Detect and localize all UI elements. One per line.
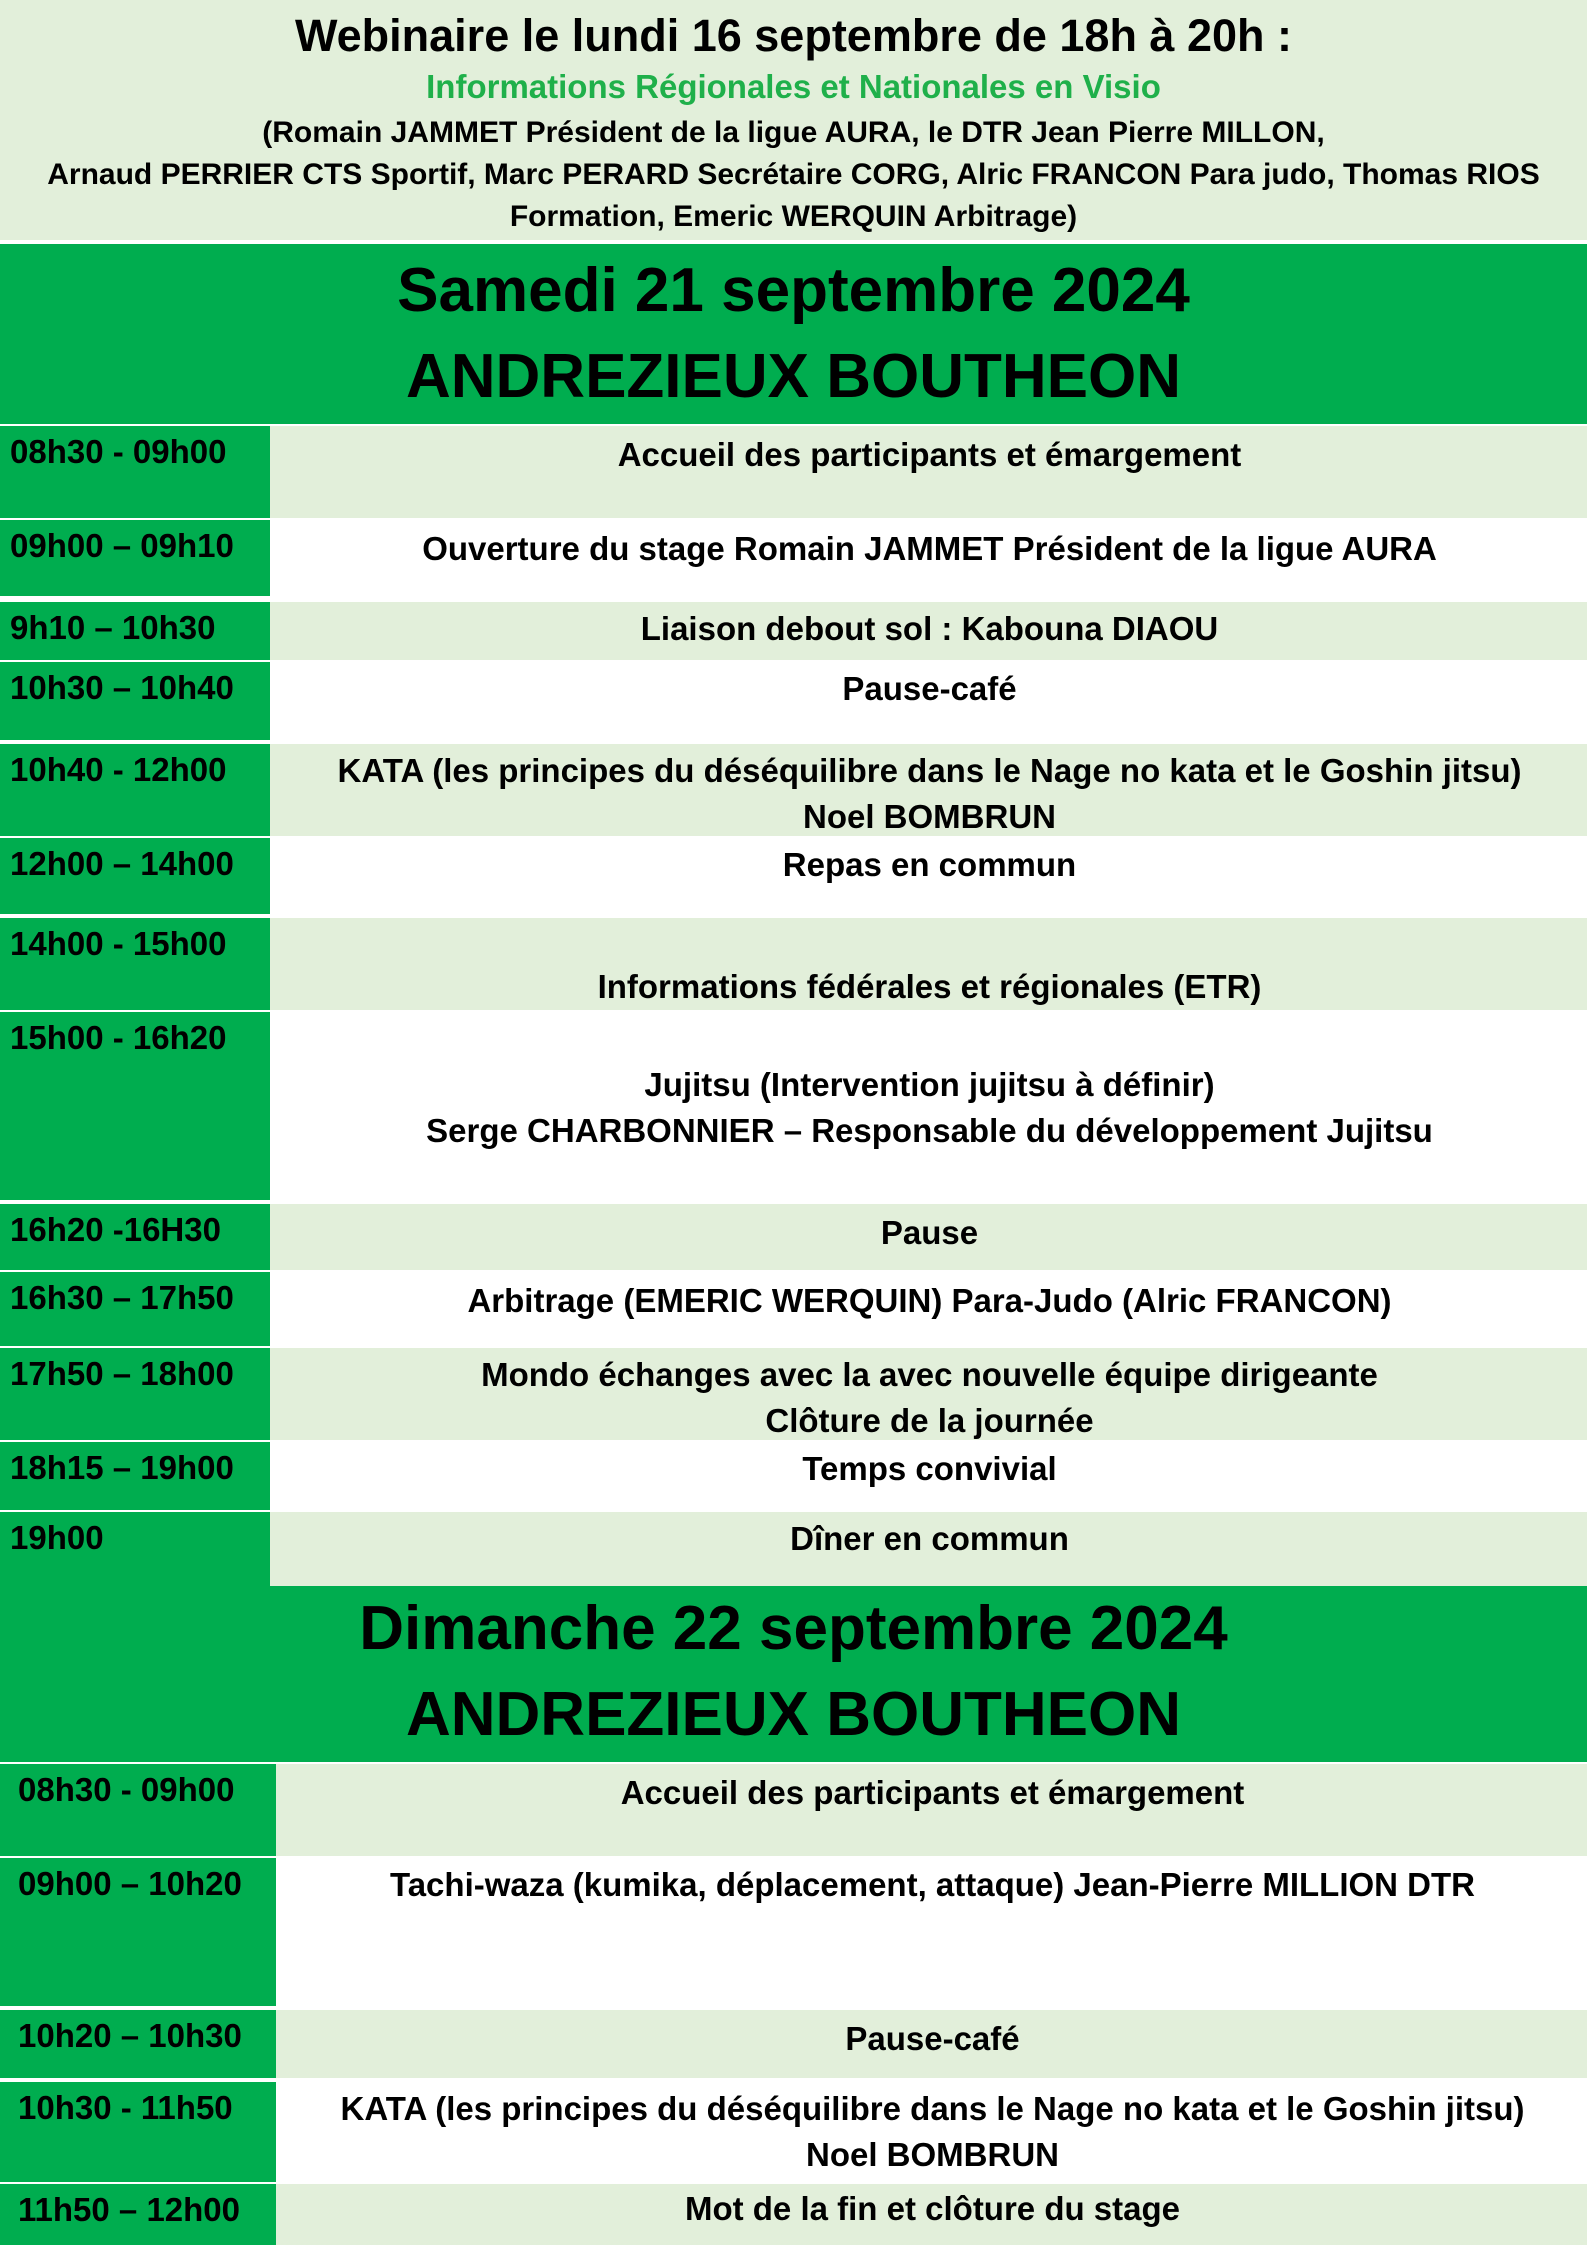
webinar-subtitle: Informations Régionales et Nationales en Visio xyxy=(426,68,1161,105)
schedule-row xyxy=(0,662,1587,740)
schedule-row xyxy=(0,1764,1587,1856)
schedule-row xyxy=(0,1012,1587,1200)
row-line: Informations fédérales et régionales (ETR) xyxy=(597,968,1262,1005)
row-time: 15h00 - 16h20 xyxy=(0,1012,270,1200)
row-line: Arbitrage (EMERIC WERQUIN) Para-Judo (Alric FRANCON) xyxy=(467,1282,1392,1319)
row-line: Accueil des participants et émargement xyxy=(620,1774,1245,1811)
row-line: KATA (les principes du déséquilibre dans le Nage no kata et le Goshin jitsu) xyxy=(337,752,1522,789)
schedule-row xyxy=(0,602,1587,660)
row-line: Noel BOMBRUN xyxy=(803,798,1056,835)
day-header-saturday xyxy=(0,244,1587,424)
schedule-row xyxy=(0,2184,1587,2245)
row-description xyxy=(272,520,1587,596)
row-time: 16h20 -16H30 xyxy=(0,1204,270,1270)
row-description xyxy=(272,426,1587,518)
row-time: 18h15 – 19h00 xyxy=(0,1442,270,1510)
row-description xyxy=(278,2184,1587,2245)
row-time: 08h30 - 09h00 xyxy=(0,1764,276,1856)
day-header-sunday xyxy=(0,1586,1587,1762)
row-description xyxy=(272,1012,1587,1200)
row-line: Pause-café xyxy=(842,670,1017,707)
row-description xyxy=(272,1348,1587,1440)
row-description xyxy=(272,602,1587,660)
row-line: Pause-café xyxy=(845,2020,1020,2057)
row-time: 08h30 - 09h00 xyxy=(0,426,270,518)
schedule-row xyxy=(0,1272,1587,1346)
schedule-row xyxy=(0,744,1587,836)
schedule-row xyxy=(0,1858,1587,2006)
webinar-banner xyxy=(0,0,1587,240)
row-line: Mondo échanges avec la avec nouvelle équipe dirigeante xyxy=(481,1356,1378,1393)
webinar-speakers-line: Arnaud PERRIER CTS Sportif, Marc PERARD Secrétaire CORG, Alric FRANCON Para judo, Thomas RIOS xyxy=(47,158,1540,191)
day-date: Samedi 21 septembre 2024 xyxy=(397,256,1190,325)
webinar-speakers-line: Formation, Emeric WERQUIN Arbitrage) xyxy=(509,200,1078,233)
schedule-row xyxy=(0,918,1587,1010)
row-description xyxy=(272,744,1587,836)
row-description xyxy=(278,2082,1587,2182)
row-time: 10h20 – 10h30 xyxy=(0,2010,276,2078)
row-description xyxy=(272,838,1587,914)
webinar-speakers xyxy=(40,112,1547,238)
row-line: Pause xyxy=(880,1214,979,1251)
row-line: KATA (les principes du déséquilibre dans le Nage no kata et le Goshin jitsu) xyxy=(340,2090,1525,2127)
row-time: 11h50 – 12h00 xyxy=(0,2184,276,2245)
row-line: Temps convivial xyxy=(802,1450,1057,1487)
row-time: 16h30 – 17h50 xyxy=(0,1272,270,1346)
row-time: 09h00 – 09h10 xyxy=(0,520,270,596)
row-line: Accueil des participants et émargement xyxy=(617,436,1242,473)
row-time: 12h00 – 14h00 xyxy=(0,838,270,914)
row-time: 19h00 xyxy=(0,1512,270,1586)
schedule-row xyxy=(0,426,1587,518)
day-date: Dimanche 22 septembre 2024 xyxy=(359,1594,1228,1663)
row-line: Tachi-waza (kumika, déplacement, attaque) Jean-Pierre MILLION DTR xyxy=(390,1866,1475,1903)
row-description xyxy=(278,2010,1587,2078)
row-description xyxy=(272,662,1587,740)
row-time: 14h00 - 15h00 xyxy=(0,918,270,1010)
row-line: Dîner en commun xyxy=(790,1520,1069,1557)
schedule-row xyxy=(0,1442,1587,1510)
row-description xyxy=(272,1204,1587,1270)
row-time: 10h40 - 12h00 xyxy=(0,744,270,836)
schedule-row xyxy=(0,1348,1587,1440)
row-description xyxy=(278,1858,1587,2006)
row-time: 9h10 – 10h30 xyxy=(0,602,270,660)
row-time: 17h50 – 18h00 xyxy=(0,1348,270,1440)
row-description xyxy=(272,918,1587,1010)
webinar-title: Webinaire le lundi 16 septembre de 18h à 20h : xyxy=(294,10,1292,61)
row-line: Ouverture du stage Romain JAMMET Président de la ligue AURA xyxy=(422,530,1437,567)
webinar-speakers-line: (Romain JAMMET Président de la ligue AURA, le DTR Jean Pierre MILLON, xyxy=(262,116,1325,149)
schedule-row xyxy=(0,520,1587,596)
row-line: Clôture de la journée xyxy=(765,1402,1094,1439)
row-line: Noel BOMBRUN xyxy=(806,2136,1059,2173)
row-description xyxy=(272,1512,1587,1586)
row-line: Jujitsu (Intervention jujitsu à définir) xyxy=(644,1066,1215,1103)
row-line: Serge CHARBONNIER – Responsable du développement Jujitsu xyxy=(426,1112,1433,1149)
row-time: 10h30 - 11h50 xyxy=(0,2082,276,2182)
day-place: ANDREZIEUX BOUTHEON xyxy=(405,1680,1182,1749)
row-time: 09h00 – 10h20 xyxy=(0,1858,276,2006)
row-description xyxy=(278,1764,1587,1856)
row-time: 10h30 – 10h40 xyxy=(0,662,270,740)
row-line: Liaison debout sol : Kabouna DIAOU xyxy=(640,610,1219,647)
row-description xyxy=(272,1442,1587,1510)
schedule-row xyxy=(0,1204,1587,1270)
schedule-row xyxy=(0,1512,1587,1586)
schedule-row xyxy=(0,2010,1587,2078)
row-line: Repas en commun xyxy=(782,846,1077,883)
row-line: Mot de la fin et clôture du stage xyxy=(684,2190,1181,2227)
schedule-row xyxy=(0,2082,1587,2182)
day-place: ANDREZIEUX BOUTHEON xyxy=(405,342,1182,411)
schedule-row xyxy=(0,838,1587,914)
row-description xyxy=(272,1272,1587,1346)
